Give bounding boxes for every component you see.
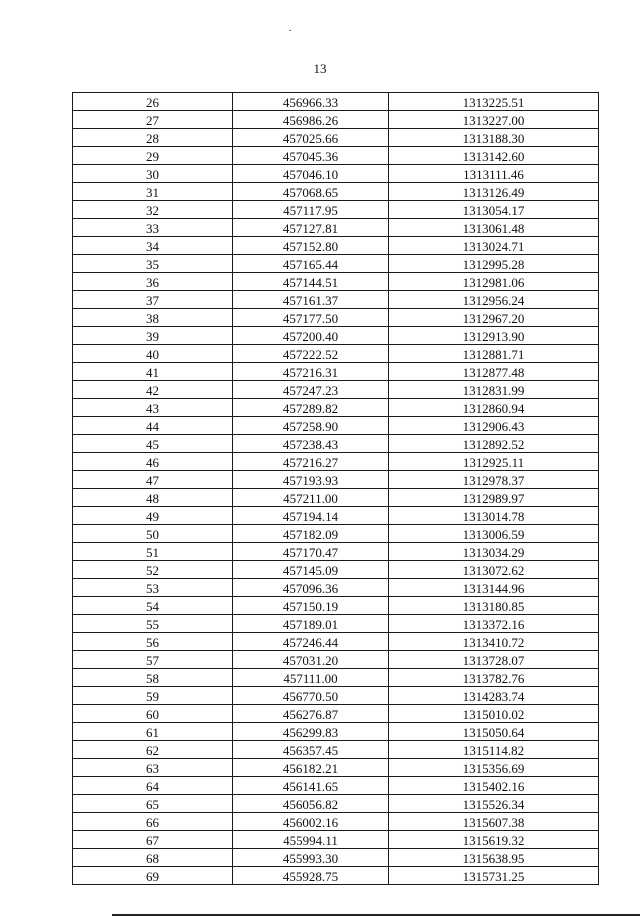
x-coordinate-cell: 457165.44	[233, 255, 389, 273]
point-number-cell: 44	[73, 417, 233, 435]
y-coordinate-cell: 1313061.48	[389, 219, 599, 237]
point-number-cell: 30	[73, 165, 233, 183]
x-coordinate-cell: 457211.00	[233, 489, 389, 507]
point-number-cell: 68	[73, 849, 233, 867]
y-coordinate-cell: 1313126.49	[389, 183, 599, 201]
y-coordinate-cell: 1312881.71	[389, 345, 599, 363]
x-coordinate-cell: 456276.87	[233, 705, 389, 723]
x-coordinate-cell: 457045.36	[233, 147, 389, 165]
point-number-cell: 33	[73, 219, 233, 237]
table-row	[73, 165, 599, 183]
coordinates-table-body	[73, 93, 599, 885]
y-coordinate-cell: 1315010.02	[389, 705, 599, 723]
table-row	[73, 741, 599, 759]
table-row	[73, 471, 599, 489]
point-number-cell: 46	[73, 453, 233, 471]
y-coordinate-cell: 1312956.24	[389, 291, 599, 309]
x-coordinate-cell: 457161.37	[233, 291, 389, 309]
x-coordinate-cell: 455994.11	[233, 831, 389, 849]
y-coordinate-cell: 1312877.48	[389, 363, 599, 381]
point-number-cell: 27	[73, 111, 233, 129]
y-coordinate-cell: 1313034.29	[389, 543, 599, 561]
table-row	[73, 309, 599, 327]
point-number-cell: 38	[73, 309, 233, 327]
x-coordinate-cell: 457182.09	[233, 525, 389, 543]
y-coordinate-cell: 1315638.95	[389, 849, 599, 867]
point-number-cell: 60	[73, 705, 233, 723]
table-row	[73, 363, 599, 381]
x-coordinate-cell: 457289.82	[233, 399, 389, 417]
scan-speck	[289, 30, 291, 31]
y-coordinate-cell: 1313014.78	[389, 507, 599, 525]
x-coordinate-cell: 457222.52	[233, 345, 389, 363]
x-coordinate-cell: 457144.51	[233, 273, 389, 291]
point-number-cell: 65	[73, 795, 233, 813]
point-number-cell: 35	[73, 255, 233, 273]
coordinates-table	[72, 92, 599, 885]
y-coordinate-cell: 1313111.46	[389, 165, 599, 183]
y-coordinate-cell: 1313180.85	[389, 597, 599, 615]
table-row	[73, 399, 599, 417]
table-row	[73, 615, 599, 633]
x-coordinate-cell: 455928.75	[233, 867, 389, 885]
table-row	[73, 273, 599, 291]
point-number-cell: 55	[73, 615, 233, 633]
point-number-cell: 59	[73, 687, 233, 705]
x-coordinate-cell: 456986.26	[233, 111, 389, 129]
x-coordinate-cell: 456002.16	[233, 813, 389, 831]
point-number-cell: 64	[73, 777, 233, 795]
table-row	[73, 723, 599, 741]
y-coordinate-cell: 1315402.16	[389, 777, 599, 795]
point-number-cell: 39	[73, 327, 233, 345]
table-row	[73, 561, 599, 579]
point-number-cell: 69	[73, 867, 233, 885]
table-row	[73, 345, 599, 363]
table-row	[73, 93, 599, 111]
x-coordinate-cell: 457127.81	[233, 219, 389, 237]
table-row	[73, 237, 599, 255]
point-number-cell: 58	[73, 669, 233, 687]
table-row	[73, 201, 599, 219]
y-coordinate-cell: 1315356.69	[389, 759, 599, 777]
table-row	[73, 435, 599, 453]
table-row	[73, 453, 599, 471]
x-coordinate-cell: 457170.47	[233, 543, 389, 561]
table-row	[73, 507, 599, 525]
point-number-cell: 51	[73, 543, 233, 561]
x-coordinate-cell: 457031.20	[233, 651, 389, 669]
y-coordinate-cell: 1312860.94	[389, 399, 599, 417]
y-coordinate-cell: 1315619.32	[389, 831, 599, 849]
point-number-cell: 57	[73, 651, 233, 669]
y-coordinate-cell: 1315731.25	[389, 867, 599, 885]
x-coordinate-cell: 456182.21	[233, 759, 389, 777]
y-coordinate-cell: 1313006.59	[389, 525, 599, 543]
x-coordinate-cell: 457046.10	[233, 165, 389, 183]
table-row	[73, 813, 599, 831]
table-row	[73, 291, 599, 309]
y-coordinate-cell: 1313227.00	[389, 111, 599, 129]
point-number-cell: 54	[73, 597, 233, 615]
table-row	[73, 849, 599, 867]
y-coordinate-cell: 1313410.72	[389, 633, 599, 651]
y-coordinate-cell: 1313728.07	[389, 651, 599, 669]
point-number-cell: 29	[73, 147, 233, 165]
y-coordinate-cell: 1312831.99	[389, 381, 599, 399]
x-coordinate-cell: 457152.80	[233, 237, 389, 255]
y-coordinate-cell: 1312925.11	[389, 453, 599, 471]
point-number-cell: 63	[73, 759, 233, 777]
x-coordinate-cell: 457247.23	[233, 381, 389, 399]
table-row	[73, 831, 599, 849]
y-coordinate-cell: 1312906.43	[389, 417, 599, 435]
point-number-cell: 32	[73, 201, 233, 219]
table-row	[73, 183, 599, 201]
point-number-cell: 43	[73, 399, 233, 417]
point-number-cell: 61	[73, 723, 233, 741]
point-number-cell: 66	[73, 813, 233, 831]
x-coordinate-cell: 457238.43	[233, 435, 389, 453]
point-number-cell: 40	[73, 345, 233, 363]
table-row	[73, 651, 599, 669]
point-number-cell: 50	[73, 525, 233, 543]
table-row	[73, 111, 599, 129]
table-row	[73, 795, 599, 813]
page-number: 13	[313, 61, 327, 76]
y-coordinate-cell: 1313072.62	[389, 561, 599, 579]
table-row	[73, 669, 599, 687]
x-coordinate-cell: 457194.14	[233, 507, 389, 525]
table-row	[73, 705, 599, 723]
y-coordinate-cell: 1313782.76	[389, 669, 599, 687]
y-coordinate-cell: 1312981.06	[389, 273, 599, 291]
y-coordinate-cell: 1315607.38	[389, 813, 599, 831]
y-coordinate-cell: 1315114.82	[389, 741, 599, 759]
x-coordinate-cell: 456966.33	[233, 93, 389, 111]
x-coordinate-cell: 457200.40	[233, 327, 389, 345]
table-row	[73, 687, 599, 705]
x-coordinate-cell: 456141.65	[233, 777, 389, 795]
y-coordinate-cell: 1312995.28	[389, 255, 599, 273]
point-number-cell: 56	[73, 633, 233, 651]
table-row	[73, 489, 599, 507]
point-number-cell: 48	[73, 489, 233, 507]
point-number-cell: 53	[73, 579, 233, 597]
x-coordinate-cell: 456357.45	[233, 741, 389, 759]
point-number-cell: 52	[73, 561, 233, 579]
y-coordinate-cell: 1312913.90	[389, 327, 599, 345]
table-row	[73, 417, 599, 435]
table-row	[73, 579, 599, 597]
point-number-cell: 41	[73, 363, 233, 381]
point-number-cell: 62	[73, 741, 233, 759]
y-coordinate-cell: 1313372.16	[389, 615, 599, 633]
x-coordinate-cell: 455993.30	[233, 849, 389, 867]
x-coordinate-cell: 457216.31	[233, 363, 389, 381]
x-coordinate-cell: 457096.36	[233, 579, 389, 597]
point-number-cell: 34	[73, 237, 233, 255]
y-coordinate-cell: 1313024.71	[389, 237, 599, 255]
x-coordinate-cell: 457193.93	[233, 471, 389, 489]
x-coordinate-cell: 457117.95	[233, 201, 389, 219]
y-coordinate-cell: 1313142.60	[389, 147, 599, 165]
point-number-cell: 26	[73, 93, 233, 111]
y-coordinate-cell: 1312892.52	[389, 435, 599, 453]
y-coordinate-cell: 1313188.30	[389, 129, 599, 147]
table-row	[73, 381, 599, 399]
table-row	[73, 759, 599, 777]
y-coordinate-cell: 1313054.17	[389, 201, 599, 219]
point-number-cell: 36	[73, 273, 233, 291]
point-number-cell: 31	[73, 183, 233, 201]
y-coordinate-cell: 1315050.64	[389, 723, 599, 741]
point-number-cell: 42	[73, 381, 233, 399]
x-coordinate-cell: 457177.50	[233, 309, 389, 327]
y-coordinate-cell: 1315526.34	[389, 795, 599, 813]
table-row	[73, 777, 599, 795]
y-coordinate-cell: 1312989.97	[389, 489, 599, 507]
scan-bottom-edge	[112, 914, 640, 916]
table-row	[73, 219, 599, 237]
point-number-cell: 47	[73, 471, 233, 489]
table-row	[73, 129, 599, 147]
x-coordinate-cell: 457068.65	[233, 183, 389, 201]
point-number-cell: 45	[73, 435, 233, 453]
x-coordinate-cell: 456299.83	[233, 723, 389, 741]
x-coordinate-cell: 457189.01	[233, 615, 389, 633]
point-number-cell: 28	[73, 129, 233, 147]
table-row	[73, 543, 599, 561]
x-coordinate-cell: 457258.90	[233, 417, 389, 435]
table-row	[73, 525, 599, 543]
x-coordinate-cell: 457025.66	[233, 129, 389, 147]
y-coordinate-cell: 1312978.37	[389, 471, 599, 489]
x-coordinate-cell: 456056.82	[233, 795, 389, 813]
table-row	[73, 255, 599, 273]
table-row	[73, 597, 599, 615]
y-coordinate-cell: 1314283.74	[389, 687, 599, 705]
table-row	[73, 147, 599, 165]
y-coordinate-cell: 1313144.96	[389, 579, 599, 597]
x-coordinate-cell: 457111.00	[233, 669, 389, 687]
x-coordinate-cell: 457246.44	[233, 633, 389, 651]
table-row	[73, 633, 599, 651]
table-row	[73, 327, 599, 345]
point-number-cell: 37	[73, 291, 233, 309]
x-coordinate-cell: 457145.09	[233, 561, 389, 579]
x-coordinate-cell: 457150.19	[233, 597, 389, 615]
point-number-cell: 49	[73, 507, 233, 525]
point-number-cell: 67	[73, 831, 233, 849]
table-row	[73, 867, 599, 885]
x-coordinate-cell: 457216.27	[233, 453, 389, 471]
y-coordinate-cell: 1312967.20	[389, 309, 599, 327]
y-coordinate-cell: 1313225.51	[389, 93, 599, 111]
x-coordinate-cell: 456770.50	[233, 687, 389, 705]
